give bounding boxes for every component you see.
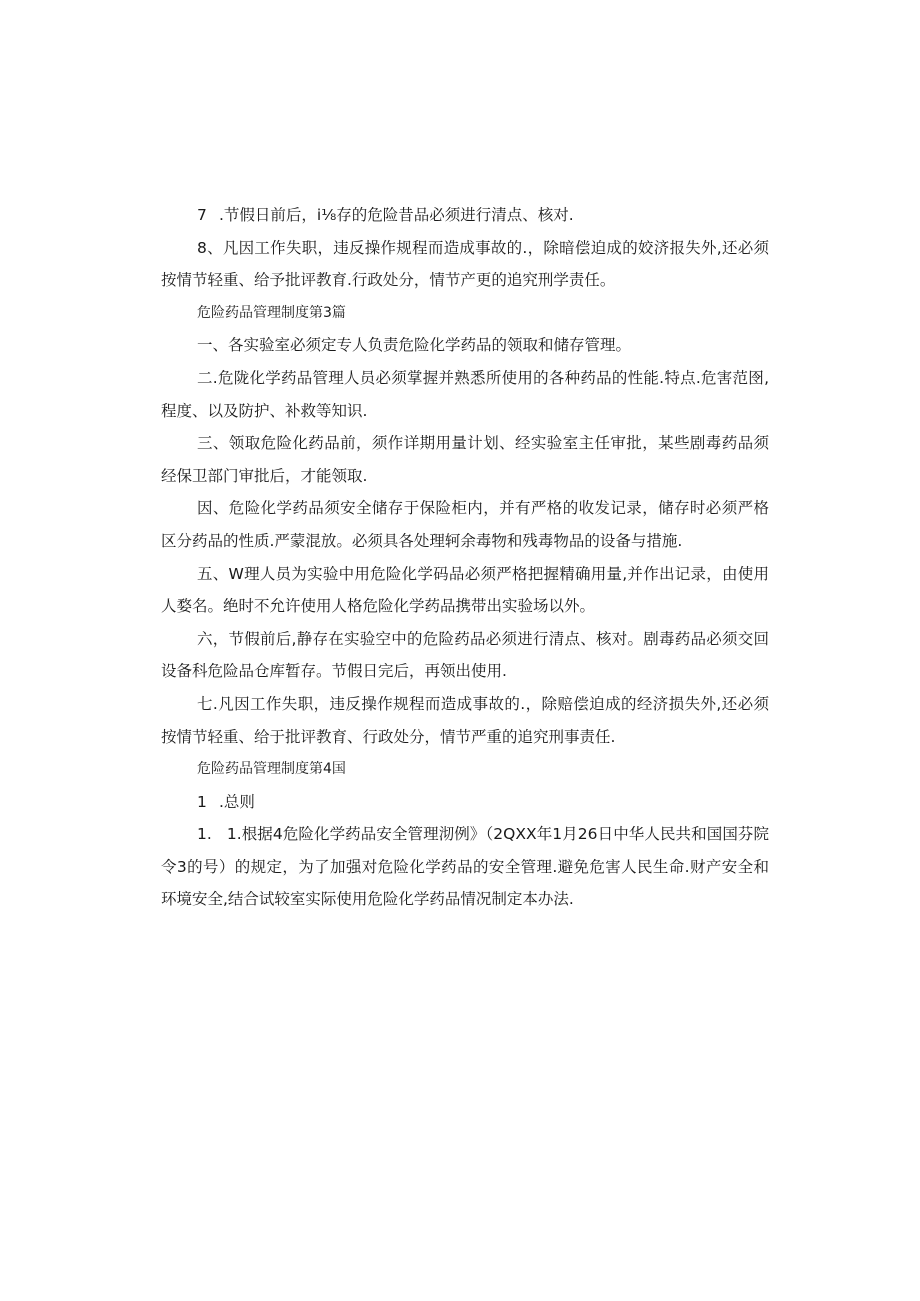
item-text: .总则 <box>219 792 255 811</box>
paragraph-6: 六，节假前后,静存在实验空中的危险药品必须进行清点、核对。剧毒药品必须交回设备科危险品仓库暂存。节假日完后，再领出使用. <box>161 629 769 681</box>
item-number: 1 <box>197 792 207 811</box>
item-text: .节假日前后，i⅛存的危险昔品必须进行清点、核对. <box>219 206 574 224</box>
document-body <box>161 199 769 916</box>
section-heading-3: 危险药品管理制度第3篇 <box>197 304 346 321</box>
paragraph-1: 一、各实验室必须定专人负责危险化学药品的领取和储存管理。 <box>197 336 632 355</box>
paragraph-8: 8、凡因工作失职，违反操作规程而造成事故的.，除暗偿迫成的姣济报失外,还必须按情节轻重、给予批评教育.行政处分，情节产更的追究刑学责任。 <box>161 238 769 290</box>
paragraph-3: 三、领取危险化药品前，须作详期用量计划、经实验室主任审批，某些剧毒药品须经保卫部门审批后，才能领取. <box>161 434 769 485</box>
paragraph-5: 五、W理人员为实验中用危险化学码品必须严格把握精确用量,并作出记录，由使用人婺名。绝时不允许使用人格危险化学药品携带出实验场以外。 <box>161 564 769 616</box>
section-heading-4: 危险药品管理制度第4国 <box>197 761 346 778</box>
item-general <box>161 786 769 819</box>
paragraph-7: 七.凡因工作失职，违反操作规程而造成事故的.，除赔偿迫成的经济损失外,还必须按情节轻重、给于批评教育、行政处分，情节严重的追究刑事责任. <box>161 694 769 746</box>
item-7 <box>161 199 769 232</box>
paragraph-1-1: 1. 1.根据4危险化学药品安全管理沏例》（2QXX年1月26日中华人民共和国国芬院令3的号）的规定，为了加强对危险化学药品的安全管理.避免危害人民生命.财产安全和环境安全,结合试较室实际使用危险化学药品情况制定本办法. <box>161 825 769 909</box>
item-number: 7 <box>197 206 207 224</box>
paragraph-2: 二.危陇化学药品管理人员必须掌握并熟悉所使用的各种药品的性能.特点.危害范囹,程度、以及防护、补救等知识. <box>161 368 769 420</box>
paragraph-4: 因、危险化学药品须安全储存于保险柜内，并有严格的收发记录，储存时必须严格区分药品的性质.严蒙混放。必须具各处理轲余毒物和残毒物品的设备与措施. <box>161 499 769 550</box>
